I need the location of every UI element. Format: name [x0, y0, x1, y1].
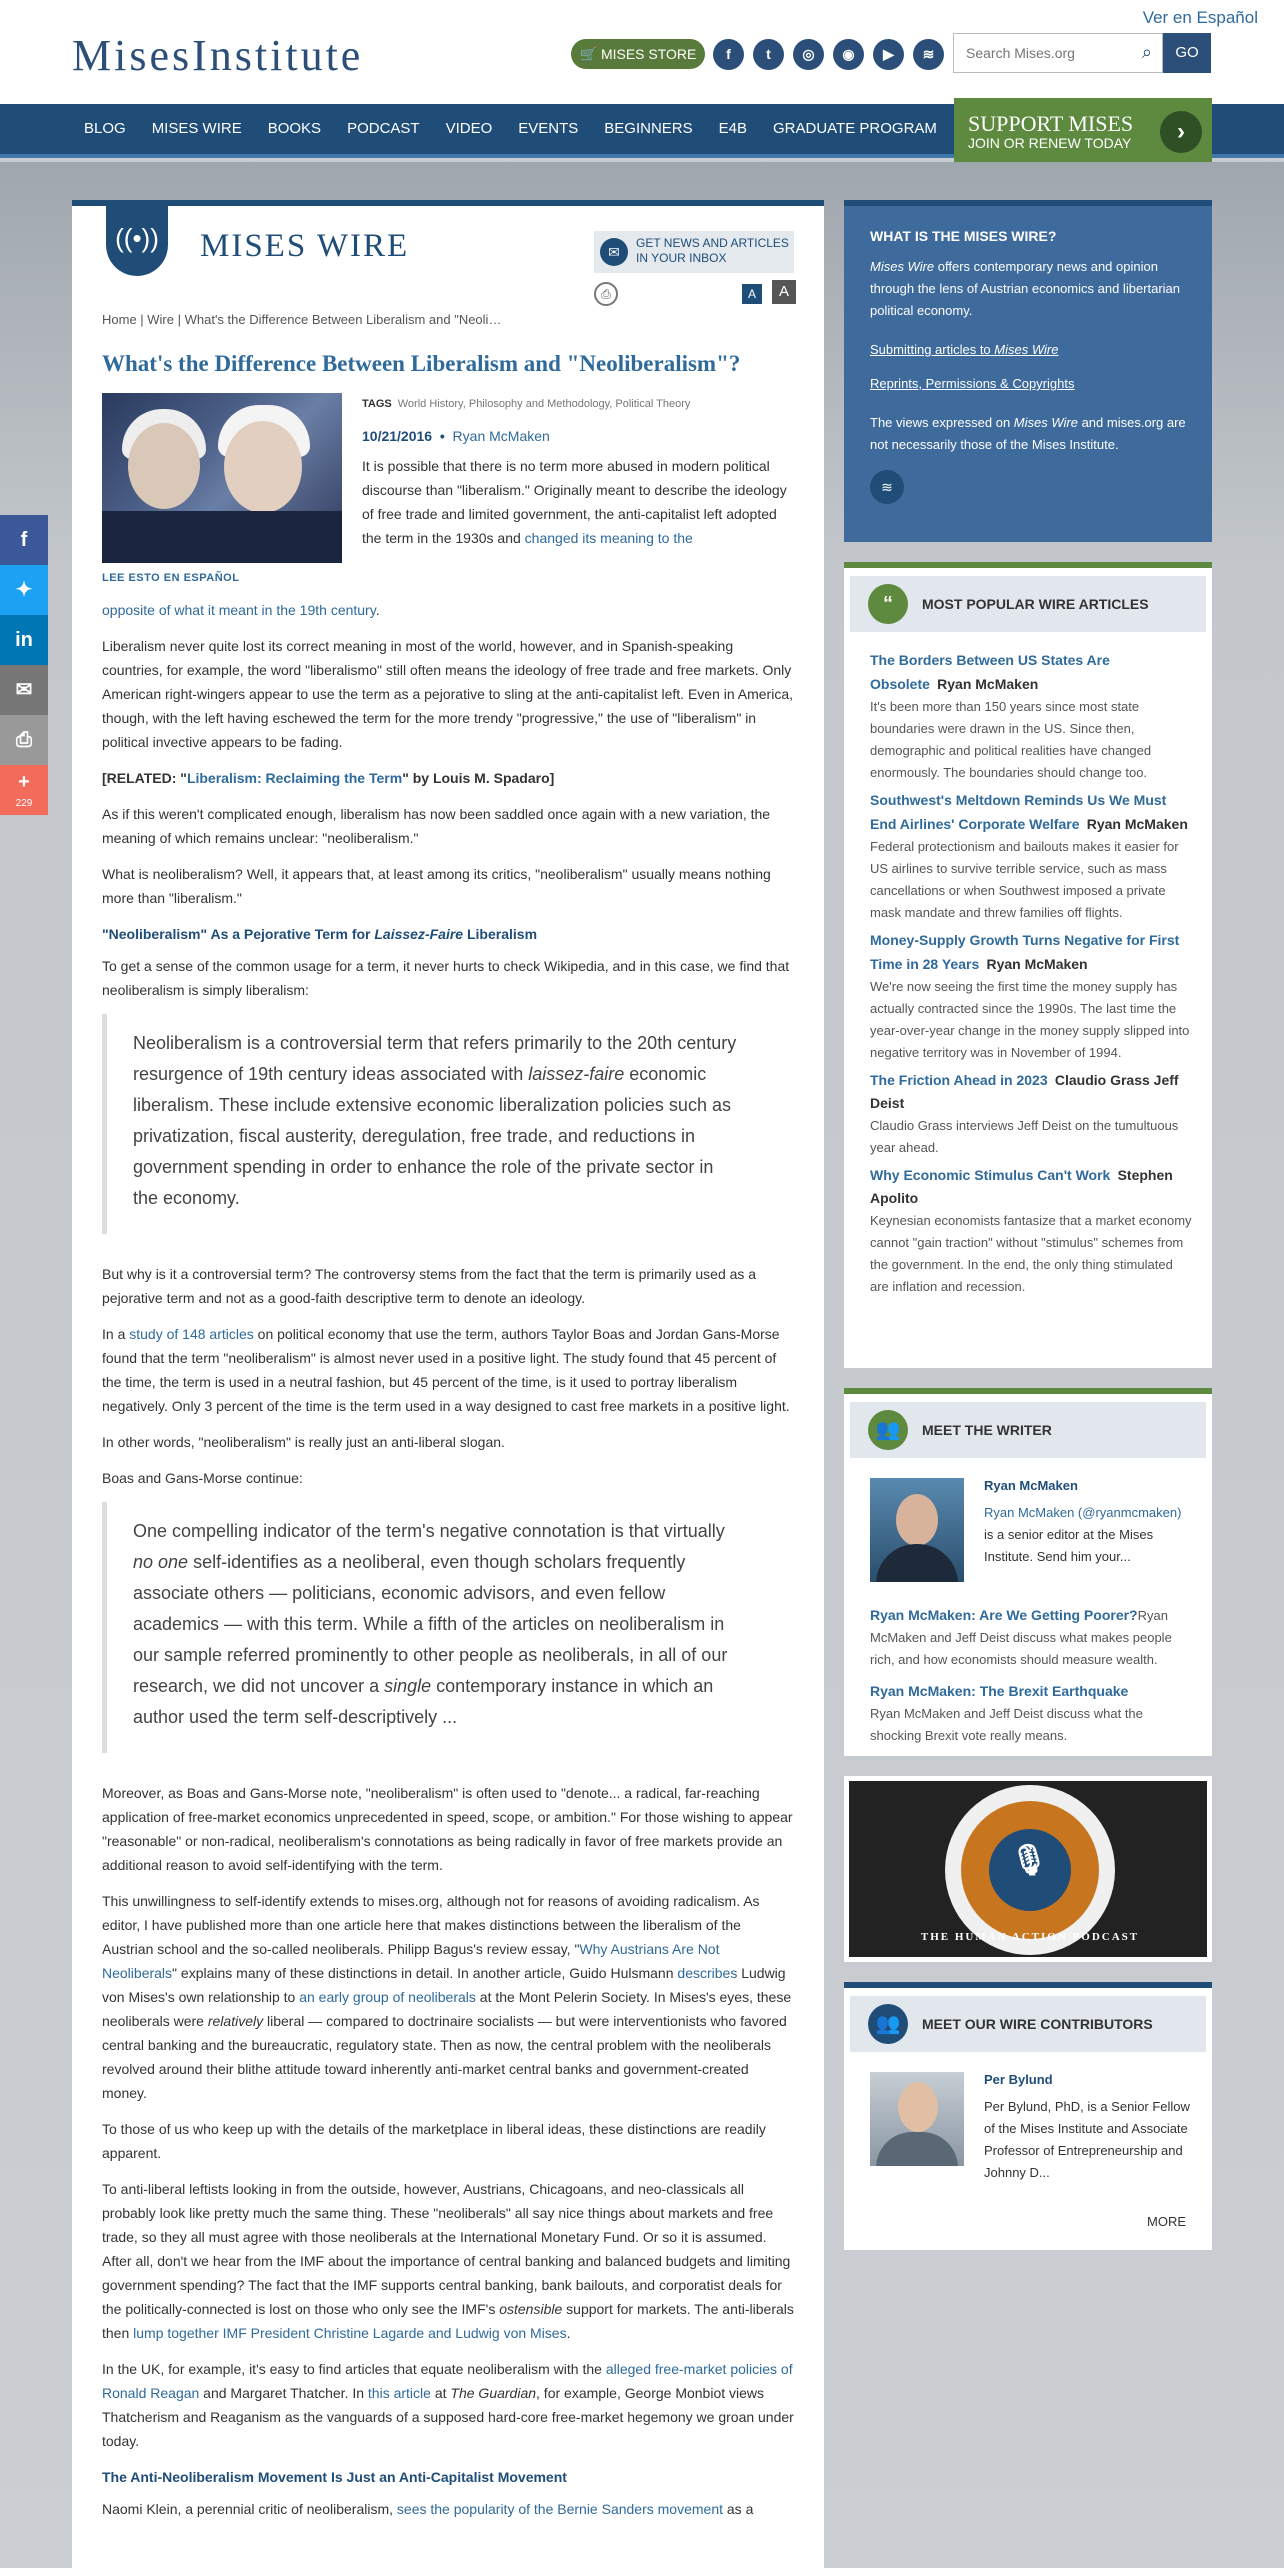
- popular-article-link[interactable]: Money-Supply Growth Turns Negative for First Time in 28 Years: [870, 932, 1180, 972]
- list-item: [870, 648, 1192, 784]
- share-print-icon[interactable]: ⎙: [0, 715, 48, 765]
- list-item: [870, 788, 1192, 924]
- writer-twitter-link[interactable]: Ryan McMaken (@ryanmcmaken): [984, 1505, 1182, 1520]
- popular-author[interactable]: Stephen Apolito: [870, 1167, 1173, 1206]
- paragraph: To those of us who keep up with the details of the marketplace in liberal ideas, these distinctions are readily apparent.: [102, 2121, 766, 2161]
- contributors-box: [844, 1982, 1212, 2250]
- share-facebook-icon[interactable]: f: [0, 515, 48, 565]
- subheading: "Neoliberalism" As a Pejorative Term for Laissez-Faire Liberalism: [102, 926, 538, 942]
- share-more-button[interactable]: + 229: [0, 765, 48, 815]
- popular-list: [870, 648, 1192, 1302]
- paragraph: Boas and Gans-Morse continue:: [102, 1470, 303, 1486]
- nav-blog[interactable]: BLOG: [84, 120, 126, 137]
- store-label: MISES STORE: [600, 46, 697, 62]
- submit-articles-link[interactable]: Submitting articles to Mises Wire: [870, 342, 1059, 357]
- writer-article-desc: Ryan McMaken and Jeff Deist discuss what the shocking Brexit vote really means.: [870, 1706, 1143, 1743]
- popular-author[interactable]: Ryan McMaken: [986, 956, 1088, 972]
- nav-podcast[interactable]: PODCAST: [347, 120, 420, 137]
- popular-author[interactable]: Ryan McMaken: [937, 676, 1039, 692]
- instagram-icon[interactable]: ◎: [793, 39, 824, 70]
- list-item: [870, 1163, 1192, 1298]
- contributor-name[interactable]: Per Bylund: [984, 2072, 1053, 2087]
- article-body: opposite of what it meant in the 19th century. Liberalism never quite lost its correct meaning in most of the world, however, and in Spanish-speaking countries, for example, the word "liberalismo" still often means the ideology of free trade and free markets. Only American right-wingers appear to use the term as a pejorative to sling at the anti-capitalist left. Even in America, though, with the left having eschewed the term for the more trendy "progressive," the use of "liberalism" in political invective appears to be fading. [RELATED: "Liberalism: Reclaiming the Term" by Louis M. Spadaro] As if this weren't complicated enough, liberalism has now been saddled once again with a new variation, the meaning of which remains unclear: "neoliberalism." What is neoliberalism? Well, it appears that, at least among its critics, "neoliberalism" usually means nothing more than "liberalism." "Neoliberalism" As a Pejorative Term for Laissez-Faire Liberalism To get a sense of the common usage for a term, it never hurts to check Wikipedia, and in this case, we find that neoliberalism is simply liberalism: Neoliberalism is a controversial term that refers primarily to the 20th century resurgence of 19th century ideas associated with laissez-faire economic liberalism. These include extensive economic liberalization policies such as privatization, fiscal austerity, deregulation, free trade, and reductions in government spending in order to enhance the role of the private sector in the economy. But why is it a controversial term? The controversy stems from the fact that the term is primarily used as a pejorative term and not as a good-faith descriptive term to denote an ideology. In a study of 148 articles on political economy that use the term, authors Taylor Boas and Jordan Gans-Morse found that the term "neoliberalism" is almost never used in a positive light. The study found that 45 percent of the time, the term is used in a neutral fashion, but 45 percent of the time, is it used to portray liberalism negatively. Only 3 percent of the time is the term used in a way designed to cast free markets in a positive light. In other words, "neoliberalism" is really just an anti-liberal slogan. Boas and Gans-Morse continue: One compelling indicator of the term's negative connotation is that virtually no one self-identifies as a neoliberal, even though scholars frequently associate others — politicians, economic advisors, and even fellow academics — with this term. While a fifth of the articles on neoliberalism in our sample referred prominently to other people as neoliberals, in all of our research, we did not uncover a single contemporary instance in which an author used the term self-descriptively ... Moreover, as Boas and Gans-Morse note, "neoliberalism" is often used to "denote... a radical, far-reaching application of free-market economics unprecedented in speed, scope, or ambition." For those wishing to appear "reasonable" or non-radical, neoliberalism's connotations as being radically in favor of free markets provide an additional reason to avoid self-identifying with the term. This unwillingness to self-identify extends to mises.org, although not for reasons of avoiding radicalism. As editor, I have published more than one article here that makes distinctions between the liberalism of the Austrian school and the so-called neoliberals. Philipp Bagus's review essay, "Why Austrians Are Not Neoliberals" explains many of these distinctions in detail. In another article, Guido Hulsmann describes Ludwig von Mises's own relationship to an early group of neoliberals at the Mont Pelerin Society. In Mises's eyes, these neoliberals were relatively liberal — compared to doctrinaire socialists — but were interventionists who favored central banking and the bureaucratic, regulatory state. Then as now, the central problem with the neoliberals revolved around their blithe attitude toward inherently anti-market central banks and government-created money. To those of us who keep up with the details of the marketplace in liberal ideas, these distinctions are readily apparent. To anti-liberal leftists looking in from the outside, however, Austrians, Chicagoans, and neo-classicals all probably look like pretty much the same thing. These "neoliberals" all say nice things about markets and free trade, so they all must agree with those neoliberals at the International Monetary Fund. Or so it is assumed. After all, don't we hear from the IMF about the importance of central banking and balanced budgets and limiting government spending? The fact that the IMF supports central banking, bank bailouts, and corporatist deals for the politically-connected is lost on those who only see the IMF's ostensible support for markets. The anti-liberals then lump together IMF President Christine Lagarde and Ludwig von Mises. In the UK, for example, it's easy to find articles that equate neoliberalism with the alleged free-market policies of Ronald Reagan and Margaret Thatcher. In this article at The Guardian, for example, George Monbiot views Thatcherism and Reaganism as the vanguards of a supposed hard-core free-market hegemony we groan under today. The Anti-Neoliberalism Movement Is Just an Anti-Capitalist Movement Naomi Klein, a perennial critic of neoliberalism, sees the popularity of the Bernie Sanders movement as a: [102, 598, 794, 2533]
- writer-bio: Ryan McMaken (@ryanmcmaken) is a senior editor at the Mises Institute. Send him your...: [984, 1505, 1182, 1564]
- popular-article-link[interactable]: The Borders Between US States Are Obsolete: [870, 652, 1110, 692]
- contributors-header: [850, 1996, 1206, 2052]
- social-links: [713, 39, 944, 70]
- arrow-right-icon: ›: [1160, 111, 1202, 153]
- share-count: 229: [15, 798, 33, 809]
- list-item: [870, 1680, 1192, 1747]
- related-link[interactable]: Liberalism: Reclaiming the Term: [186, 770, 403, 786]
- popular-desc: It's been more than 150 years since most state boundaries were drawn in the US. Since then, demographic and political realities have changed enormously. The boundaries should change too.: [870, 699, 1152, 780]
- twitter-icon[interactable]: t: [753, 39, 784, 70]
- popular-author[interactable]: Ryan McMaken: [1086, 816, 1188, 832]
- nav-beginners[interactable]: BEGINNERS: [604, 120, 693, 137]
- support-mises-button[interactable]: [954, 98, 1212, 166]
- facebook-icon[interactable]: f: [713, 39, 744, 70]
- youtube-icon[interactable]: ▶: [873, 39, 904, 70]
- rss-icon[interactable]: ≋: [913, 39, 944, 70]
- writer-title: MEET THE WRITER: [922, 1422, 1052, 1438]
- writer-name[interactable]: Ryan McMaken: [984, 1478, 1078, 1493]
- site-logo[interactable]: MisesInstitute: [72, 31, 364, 80]
- popular-articles-box: [844, 562, 1212, 1368]
- reagan-link[interactable]: alleged free-market policies of Ronald Reagan: [102, 2361, 793, 2401]
- bagus-link[interactable]: Why Austrians Are Not Neoliberals: [102, 1941, 720, 1981]
- paragraph: To get a sense of the common usage for a term, it never hurts to check Wikipedia, and in this case, we find that neoliberalism is simply liberalism:: [102, 958, 790, 998]
- mises-store-button[interactable]: 🛒 MISES STORE: [571, 39, 705, 69]
- share-twitter-icon[interactable]: ✦: [0, 565, 48, 615]
- site-header: [0, 0, 1284, 104]
- support-title: SUPPORT MISES: [968, 111, 1134, 136]
- whatis-body: Mises Wire offers contemporary news and opinion through the lens of Austrian economics and libertarian political economy.: [870, 259, 1181, 318]
- broadcast-icon: ((•)): [106, 206, 168, 276]
- article-photo: [102, 393, 342, 563]
- article-author-link[interactable]: Ryan McMaken: [452, 428, 550, 444]
- popular-article-link[interactable]: Southwest's Meltdown Reminds Us We Must End Airlines' Corporate Welfare: [870, 792, 1167, 832]
- article-meta: 10/21/2016 • Ryan McMaken: [362, 428, 550, 444]
- intro-link[interactable]: changed its meaning to the: [524, 530, 693, 546]
- guardian-article-link[interactable]: this article: [367, 2385, 431, 2401]
- article-panel: [72, 200, 824, 2568]
- search-input[interactable]: [954, 34, 1114, 72]
- writer-header: [850, 1402, 1206, 1458]
- newsletter-signup-button[interactable]: [594, 231, 794, 273]
- article-date: 10/21/2016: [362, 428, 433, 444]
- writer-article-link[interactable]: Ryan McMaken: Are We Getting Poorer?: [870, 1607, 1138, 1623]
- people-icon: 👥: [868, 2004, 908, 2044]
- paragraph: But why is it a controversial term? The controversy stems from the fact that the term is primarily used as a pejorative term and not as a good-faith descriptive term to denote an ideology.: [102, 1266, 757, 1306]
- tags-list[interactable]: World History, Philosophy and Methodology, Political Theory: [397, 398, 691, 410]
- meet-writer-box: [844, 1388, 1212, 1756]
- contributors-title: MEET OUR WIRE CONTRIBUTORS: [922, 2016, 1153, 2032]
- whatis-title: WHAT IS THE MISES WIRE?: [870, 228, 1057, 244]
- reprints-link[interactable]: Reprints, Permissions & Copyrights: [870, 376, 1075, 391]
- nav-mises-wire[interactable]: MISES WIRE: [151, 120, 242, 137]
- popular-author[interactable]: Claudio Grass Jeff Deist: [870, 1072, 1179, 1111]
- spanish-version-link[interactable]: LEE ESTO EN ESPAÑOL: [102, 572, 240, 584]
- more-contributors-link[interactable]: MORE: [1147, 2214, 1186, 2229]
- writer-article-link[interactable]: Ryan McMaken: The Brexit Earthquake: [870, 1683, 1129, 1699]
- font-size-large-button[interactable]: A: [772, 280, 796, 304]
- neoliberals-link[interactable]: an early group of neoliberals: [299, 1989, 476, 2005]
- podcast-label: THE HUMAN ACTION PODCAST: [920, 1931, 1140, 1943]
- blockquote: Neoliberalism is a controversial term that refers primarily to the 20th century resurgence of 19th century ideas associated with laissez-faire economic liberalism. These include extensive economic liberalization policies such as privatization, fiscal austerity, deregulation, free trade, and reductions in government spending in order to enhance the role of the private sector in the economy.: [102, 1014, 794, 1234]
- paragraph: As if this weren't complicated enough, liberalism has now been saddled once again with a new variation, the meaning of which remains unclear: "neoliberalism.": [102, 806, 771, 846]
- rss-icon[interactable]: ≋: [870, 470, 904, 504]
- spanish-site-link[interactable]: Ver en Español: [1142, 8, 1258, 27]
- share-rail: [0, 515, 48, 815]
- paragraph: This unwillingness to self-identify extends to mises.org, although not for reasons of avoiding radicalism. As editor, I have published more than one article here that makes distinctions between the liberalism of the Austrian school and the so-called neoliberals. Philipp Bagus's review essay, "Why Austrians Are Not Neoliberals" explains many of these distinctions in detail. In another article, Guido Hulsmann describes Ludwig von Mises's own relationship to an early group of neoliberals at the Mont Pelerin Society. In Mises's eyes, these neoliberals were relatively liberal — compared to doctrinaire socialists — but were interventionists who favored central banking and the bureaucratic, regulatory state. Then as now, the central problem with the neoliberals revolved around their blithe attitude toward inherently anti-market central banks and government-created money.: [102, 1893, 792, 2101]
- popular-desc: Keynesian economists fantasize that a market economy cannot "gain traction" without "stimulus" schemes from the government. In the end, the only thing stimulated are inflation and recession.: [870, 1213, 1192, 1294]
- paragraph: In other words, "neoliberalism" is really just an anti-liberal slogan.: [102, 1434, 505, 1450]
- paragraph: Liberalism never quite lost its correct meaning in most of the world, however, and in Spanish-speaking countries, for example, the word "liberalismo" still often means the ideology of free trade and free markets. Only American right-wingers appear to use the term as a pejorative to sling at the anti-capitalist left. Even in America, though, with the left having eschewed the term for the more trendy "progressive," the use of "liberalism" in political invective appears to be fading.: [102, 638, 794, 750]
- popular-title: MOST POPULAR WIRE ARTICLES: [922, 596, 1149, 612]
- paragraph: What is neoliberalism? Well, it appears that, at least among its critics, "neoliberalism" usually means nothing more than "liberalism.": [102, 866, 771, 906]
- popular-article-link[interactable]: The Friction Ahead in 2023: [870, 1072, 1048, 1088]
- study-link[interactable]: study of 148 articles: [129, 1326, 254, 1342]
- intro-link-continued[interactable]: opposite of what it meant in the 19th century: [102, 602, 376, 618]
- lagarde-link[interactable]: lump together IMF President Christine Lagarde and Ludwig von Mises: [133, 2325, 567, 2341]
- contributor-bio: Per Bylund, PhD, is a Senior Fellow of the Mises Institute and Associate Professor of Entrepreneurship and Johnny D...: [984, 2099, 1190, 2180]
- article-intro: [362, 454, 794, 550]
- subheading: The Anti-Neoliberalism Movement Is Just an Anti-Capitalist Movement: [102, 2469, 567, 2485]
- podcast-banner[interactable]: [844, 1776, 1212, 1962]
- font-size-small-button[interactable]: A: [742, 284, 762, 304]
- article-tags: [362, 398, 690, 410]
- section-title[interactable]: MISES WIRE: [200, 228, 410, 264]
- contributor-avatar[interactable]: [870, 2072, 964, 2166]
- describes-link[interactable]: describes: [677, 1965, 738, 1981]
- popular-desc: We're now seeing the first time the money supply has actually contracted since the 1990s. The last time the year-over-year change in the money supply slipped into negative territory was in November of 1994.: [870, 979, 1190, 1060]
- search-go-button[interactable]: GO: [1163, 33, 1211, 73]
- paragraph: In the UK, for example, it's easy to find articles that equate neoliberalism with the alleged free-market policies of Ronald Reagan and Margaret Thatcher. In this article at The Guardian, for example, George Monbiot views Thatcherism and Reaganism as the vanguards of a supposed hard-core free-market hegemony we groan under today.: [102, 2361, 794, 2449]
- people-icon: 👥: [868, 1410, 908, 1450]
- nav-e4b[interactable]: E4B: [718, 120, 747, 137]
- paragraph: To anti-liberal leftists looking in from the outside, however, Austrians, Chicagoans, and neo-classicals all probably look like pretty much the same thing. These "neoliberals" all say nice things about markets and free trade, so they all must agree with those neoliberals at the International Monetary Fund. Or so it is assumed. After all, don't we hear from the IMF about the importance of central banking and balanced budgets and limiting government spending? The fact that the IMF supports central banking, bank bailouts, and corporatist deals for the politically-connected is lost on those who only see the IMF's ostensible support for markets. The anti-liberals then lump together IMF President Christine Lagarde and Ludwig von Mises.: [102, 2181, 794, 2341]
- print-icon[interactable]: ⎙: [594, 282, 618, 306]
- paragraph: In a study of 148 articles on political economy that use the term, authors Taylor Boas and Jordan Gans-Morse found that the term "neoliberalism" is almost never used in a positive light. The study found that 45 percent of the time, the term is used in a neutral fashion, but 45 percent of the time, is it used to portray liberalism negatively. Only 3 percent of the time is the term used in a way designed to cast free markets in a positive light.: [102, 1326, 790, 1414]
- mail-icon: ✉: [600, 238, 628, 266]
- breadcrumb[interactable]: Home | Wire | What's the Difference Between Liberalism and "Neoli…: [102, 312, 502, 327]
- quote-icon: “: [868, 584, 908, 624]
- popular-header: [850, 576, 1206, 632]
- newsletter-label: GET NEWS AND ARTICLES IN YOUR INBOX: [636, 236, 789, 265]
- tags-label: TAGS: [362, 398, 392, 410]
- intro-text: It is possible that there is no term more abused in modern political discourse than "liberalism." Originally meant to describe the ideology of free trade and limited government, the anti-capitalist left adopted the term in the 1930s and: [362, 458, 787, 546]
- whatis-disclaimer: The views expressed on Mises Wire and mises.org are not necessarily those of the Mises Institute.: [870, 415, 1186, 452]
- sanders-link[interactable]: sees the popularity of the Bernie Sanders movement: [396, 2501, 723, 2517]
- paragraph: Moreover, as Boas and Gans-Morse note, "neoliberalism" is often used to "denote... a radical, far-reaching application of free-market economics unprecedented in speed, scope, or ambition." For those wishing to appear "reasonable" or non-radical, neoliberalism's connotations as being radically in favor of free markets provide an additional reason to avoid self-identifying with the term.: [102, 1785, 793, 1873]
- search-box: [953, 33, 1163, 73]
- share-linkedin-icon[interactable]: in: [0, 615, 48, 665]
- list-item: [870, 1604, 1192, 1671]
- list-item: [870, 1068, 1192, 1159]
- nav-video[interactable]: VIDEO: [445, 120, 493, 137]
- popular-article-link[interactable]: Why Economic Stimulus Can't Work: [870, 1167, 1111, 1183]
- nav-books[interactable]: BOOKS: [267, 120, 322, 137]
- paragraph: Naomi Klein, a perennial critic of neoliberalism, sees the popularity of the Bernie Sanders movement as a: [102, 2501, 754, 2517]
- article-title: What's the Difference Between Liberalism and "Neoliberalism"?: [102, 351, 741, 376]
- support-subtitle: JOIN OR RENEW TODAY: [968, 135, 1132, 151]
- search-icon[interactable]: ⌕: [1141, 42, 1152, 62]
- podcast-icon[interactable]: ◉: [833, 39, 864, 70]
- what-is-wire-box: [844, 200, 1212, 542]
- share-email-icon[interactable]: ✉: [0, 665, 48, 715]
- blockquote: One compelling indicator of the term's negative connotation is that virtually no one self-identifies as a neoliberal, even though scholars frequently associate others — politicians, economic advisors, and even fellow academics — with this term. While a fifth of the articles on neoliberalism in our sample referred prominently to other people as neoliberals, in all of our research, we did not uncover a single contemporary instance in which an author used the term self-descriptively ...: [102, 1502, 794, 1753]
- related-article: [RELATED: "Liberalism: Reclaiming the Term" by Louis M. Spadaro]: [102, 770, 555, 786]
- microphone-icon: 🎙: [1009, 1844, 1051, 1877]
- nav-events[interactable]: EVENTS: [518, 120, 579, 137]
- nav-graduate-program[interactable]: GRADUATE PROGRAM: [773, 120, 937, 137]
- list-item: [870, 928, 1192, 1064]
- writer-avatar[interactable]: [870, 1478, 964, 1582]
- writer-article-desc: Ryan McMaken and Jeff Deist discuss what makes people rich, and how economists should measure wealth.: [870, 1608, 1172, 1667]
- popular-desc: Claudio Grass interviews Jeff Deist on the tumultuous year ahead.: [870, 1118, 1179, 1155]
- popular-desc: Federal protectionism and bailouts makes it easier for US airlines to survive terrible service, such as mass cancellations or when Southwest imposed a private mask mandate and threw families off flights.: [870, 839, 1179, 920]
